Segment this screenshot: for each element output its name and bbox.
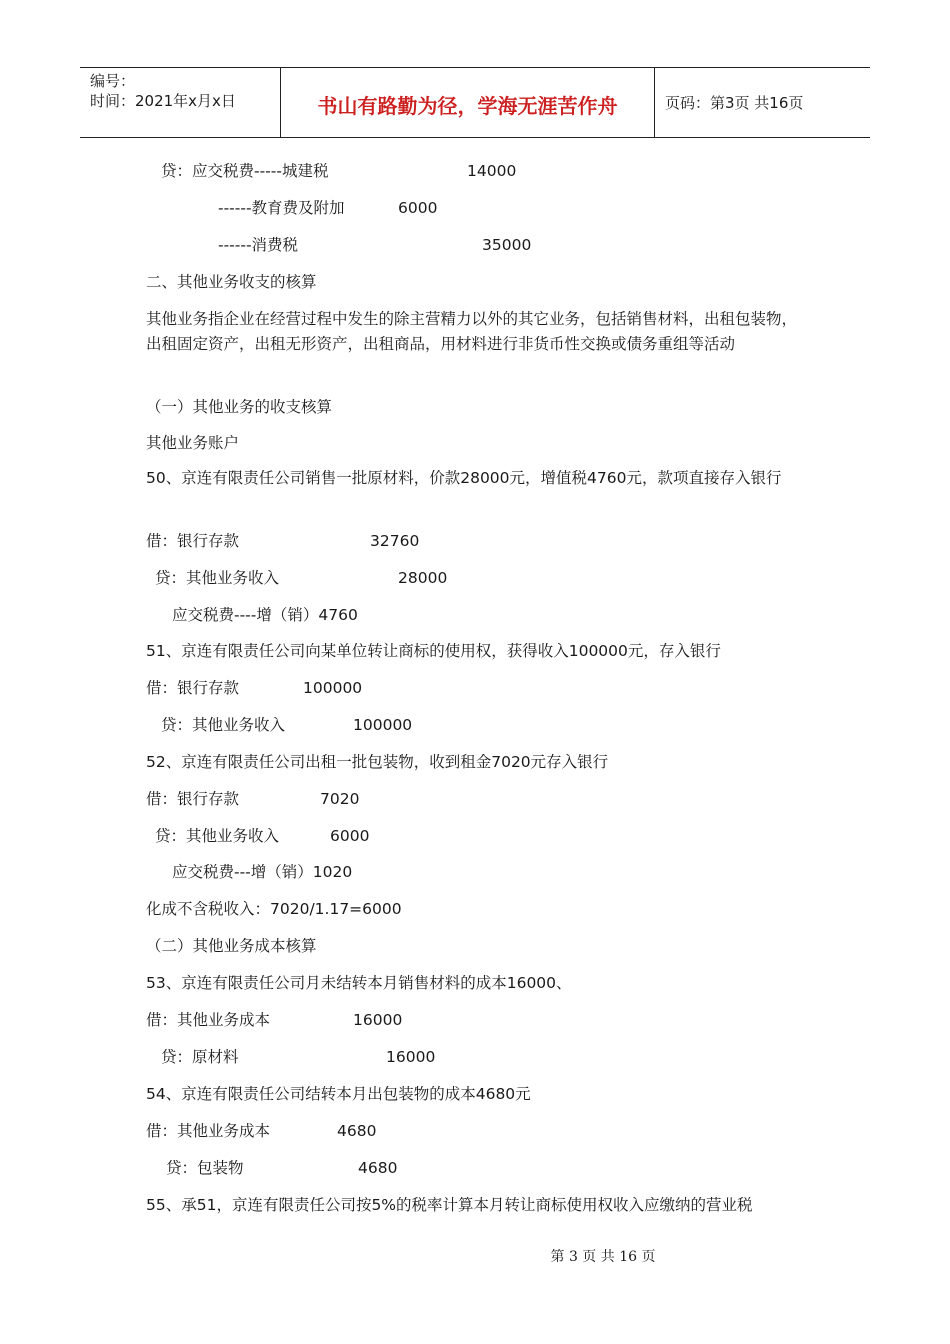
section-heading: 二、其他业务收支的核算 xyxy=(146,273,317,291)
entry-amount: 14000 xyxy=(467,162,517,180)
entry-credit-sublabel: ------教育费及附加 xyxy=(218,199,345,217)
entry-amount: 7020 xyxy=(320,790,360,808)
page-footer xyxy=(0,1246,950,1266)
entry-debit-label: 借：银行存款 xyxy=(146,679,240,697)
entry-credit-label: 贷：其他业务收入 xyxy=(161,716,286,734)
entry-credit-sublabel: ------消费税 xyxy=(218,236,299,254)
entry-amount: 100000 xyxy=(303,679,363,697)
motto: 书山有路勤为径，学海无涯苦作舟 xyxy=(317,94,618,118)
entry-credit-label: 贷：其他业务收入 xyxy=(155,569,280,587)
entry-amount: 28000 xyxy=(398,569,448,587)
serial-label: 编号： xyxy=(90,72,136,90)
entry-debit-label: 借：银行存款 xyxy=(146,790,240,808)
calculation-note: 化成不含税收入：7020/1.17=6000 xyxy=(146,900,402,918)
entry-amount: 4680 xyxy=(337,1122,377,1140)
example-53: 53、京连有限责任公司月未结转本月销售材料的成本16000、 xyxy=(146,974,572,992)
entry-debit-label: 借：银行存款 xyxy=(146,532,240,550)
entry-debit-label: 借：其他业务成本 xyxy=(146,1122,271,1140)
example-50: 50、京连有限责任公司销售一批原材料，价款28000元，增值税4760元，款项直接存入银行 xyxy=(146,469,782,487)
example-54: 54、京连有限责任公司结转本月出包装物的成本4680元 xyxy=(146,1085,531,1103)
example-55: 55、承51，京连有限责任公司按5%的税率计算本月转让商标使用权收入应缴纳的营业税 xyxy=(146,1196,753,1214)
header-motto-cell xyxy=(280,68,655,137)
page-info: 页码：第3页 共16页 xyxy=(665,94,804,112)
page-header xyxy=(80,67,870,138)
entry-credit-label: 贷：包装物 xyxy=(166,1159,244,1177)
entry-credit-label: 贷：其他业务收入 xyxy=(155,827,280,845)
entry-amount: 4680 xyxy=(358,1159,398,1177)
entry-credit-tax: 应交税费----增（销）4760 xyxy=(172,606,358,624)
entry-amount: 6000 xyxy=(398,199,438,217)
entry-amount: 16000 xyxy=(386,1048,436,1066)
account-heading: 其他业务账户 xyxy=(146,434,240,452)
subsection-heading: （二）其他业务成本核算 xyxy=(146,937,317,955)
example-52: 52、京连有限责任公司出租一批包装物，收到租金7020元存入银行 xyxy=(146,753,609,771)
header-page-cell xyxy=(655,68,870,137)
subsection-heading: （一）其他业务的收支核算 xyxy=(146,398,333,416)
example-51: 51、京连有限责任公司向某单位转让商标的使用权，获得收入100000元，存入银行 xyxy=(146,642,721,660)
header-meta-cell xyxy=(80,68,280,137)
entry-amount: 16000 xyxy=(353,1011,403,1029)
entry-credit-label: 贷：应交税费-----城建税 xyxy=(161,162,329,180)
body-paragraph: 其他业务指企业在经营过程中发生的除主营精力以外的其它业务，包括销售材料，出租包装物，出租固定资产，出租无形资产，出租商品，用材料进行非货币性交换或债务重组等活动 xyxy=(146,310,798,353)
entry-amount: 6000 xyxy=(330,827,370,845)
entry-credit-tax: 应交税费---增（销）1020 xyxy=(172,863,353,881)
entry-debit-label: 借：其他业务成本 xyxy=(146,1011,271,1029)
footer-page-number: 第 3 页 共 16 页 xyxy=(550,1249,656,1265)
entry-credit-label: 贷：原材料 xyxy=(161,1048,239,1066)
time-label: 时间：2021年x月x日 xyxy=(90,92,236,110)
entry-amount: 35000 xyxy=(482,236,532,254)
entry-amount: 100000 xyxy=(353,716,413,734)
entry-amount: 32760 xyxy=(370,532,420,550)
